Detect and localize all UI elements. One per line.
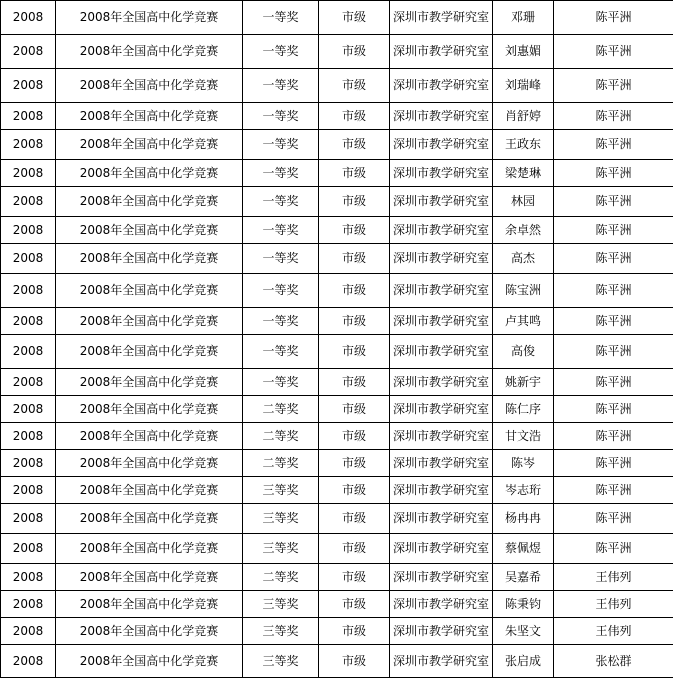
year-cell: 2008 xyxy=(1,369,56,396)
prize-cell: 一等奖 xyxy=(243,244,319,274)
competition-cell: 2008年全国高中化学竞赛 xyxy=(56,244,243,274)
year-cell: 2008 xyxy=(1,504,56,534)
level-cell: 市级 xyxy=(319,618,390,645)
prize-cell: 三等奖 xyxy=(243,591,319,618)
teacher-cell: 王伟列 xyxy=(554,618,673,645)
table-row xyxy=(1,308,673,335)
competition-cell: 2008年全国高中化学竞赛 xyxy=(56,534,243,564)
organizer-cell: 深圳市教学研究室 xyxy=(390,534,493,564)
organizer-cell: 深圳市教学研究室 xyxy=(390,591,493,618)
student-name-cell: 蔡佩煜 xyxy=(493,534,554,564)
table-row xyxy=(1,618,673,645)
student-name-cell: 梁楚琳 xyxy=(493,160,554,187)
year-cell: 2008 xyxy=(1,564,56,591)
prize-cell: 三等奖 xyxy=(243,618,319,645)
year-cell: 2008 xyxy=(1,308,56,335)
student-name-cell: 余卓然 xyxy=(493,217,554,244)
competition-cell: 2008年全国高中化学竞赛 xyxy=(56,187,243,217)
competition-cell: 2008年全国高中化学竞赛 xyxy=(56,423,243,450)
prize-cell: 一等奖 xyxy=(243,335,319,369)
competition-cell: 2008年全国高中化学竞赛 xyxy=(56,1,243,35)
prize-cell: 一等奖 xyxy=(243,274,319,308)
year-cell: 2008 xyxy=(1,534,56,564)
student-name-cell: 高杰 xyxy=(493,244,554,274)
table-row xyxy=(1,534,673,564)
level-cell: 市级 xyxy=(319,564,390,591)
teacher-cell: 陈平洲 xyxy=(554,450,673,477)
teacher-cell: 陈平洲 xyxy=(554,274,673,308)
award-table-body xyxy=(1,1,673,678)
table-row xyxy=(1,450,673,477)
competition-cell: 2008年全国高中化学竞赛 xyxy=(56,618,243,645)
student-name-cell: 王政东 xyxy=(493,130,554,160)
table-row xyxy=(1,103,673,130)
prize-cell: 二等奖 xyxy=(243,396,319,423)
table-row xyxy=(1,1,673,35)
level-cell: 市级 xyxy=(319,335,390,369)
organizer-cell: 深圳市教学研究室 xyxy=(390,369,493,396)
teacher-cell: 王伟列 xyxy=(554,564,673,591)
student-name-cell: 陈宝洲 xyxy=(493,274,554,308)
student-name-cell: 肖舒婷 xyxy=(493,103,554,130)
level-cell: 市级 xyxy=(319,130,390,160)
level-cell: 市级 xyxy=(319,69,390,103)
year-cell: 2008 xyxy=(1,335,56,369)
organizer-cell: 深圳市教学研究室 xyxy=(390,504,493,534)
competition-cell: 2008年全国高中化学竞赛 xyxy=(56,103,243,130)
prize-cell: 三等奖 xyxy=(243,477,319,504)
student-name-cell: 岑志珩 xyxy=(493,477,554,504)
prize-cell: 一等奖 xyxy=(243,160,319,187)
table-row xyxy=(1,130,673,160)
year-cell: 2008 xyxy=(1,477,56,504)
teacher-cell: 陈平洲 xyxy=(554,308,673,335)
level-cell: 市级 xyxy=(319,645,390,678)
organizer-cell: 深圳市教学研究室 xyxy=(390,450,493,477)
prize-cell: 一等奖 xyxy=(243,217,319,244)
teacher-cell: 陈平洲 xyxy=(554,423,673,450)
student-name-cell: 张启成 xyxy=(493,645,554,678)
level-cell: 市级 xyxy=(319,396,390,423)
table-row xyxy=(1,564,673,591)
student-name-cell: 林园 xyxy=(493,187,554,217)
teacher-cell: 陈平洲 xyxy=(554,335,673,369)
table-row xyxy=(1,504,673,534)
organizer-cell: 深圳市教学研究室 xyxy=(390,618,493,645)
competition-cell: 2008年全国高中化学竞赛 xyxy=(56,645,243,678)
competition-cell: 2008年全国高中化学竞赛 xyxy=(56,477,243,504)
year-cell: 2008 xyxy=(1,450,56,477)
organizer-cell: 深圳市教学研究室 xyxy=(390,396,493,423)
level-cell: 市级 xyxy=(319,244,390,274)
student-name-cell: 杨冉冉 xyxy=(493,504,554,534)
organizer-cell: 深圳市教学研究室 xyxy=(390,187,493,217)
table-row xyxy=(1,69,673,103)
teacher-cell: 陈平洲 xyxy=(554,369,673,396)
prize-cell: 二等奖 xyxy=(243,450,319,477)
organizer-cell: 深圳市教学研究室 xyxy=(390,1,493,35)
year-cell: 2008 xyxy=(1,274,56,308)
table-row xyxy=(1,335,673,369)
prize-cell: 一等奖 xyxy=(243,369,319,396)
table-row xyxy=(1,477,673,504)
student-name-cell: 高俊 xyxy=(493,335,554,369)
level-cell: 市级 xyxy=(319,369,390,396)
table-row xyxy=(1,591,673,618)
competition-cell: 2008年全国高中化学竞赛 xyxy=(56,160,243,187)
year-cell: 2008 xyxy=(1,1,56,35)
prize-cell: 一等奖 xyxy=(243,187,319,217)
teacher-cell: 陈平洲 xyxy=(554,103,673,130)
prize-cell: 一等奖 xyxy=(243,35,319,69)
student-name-cell: 卢其鸣 xyxy=(493,308,554,335)
prize-cell: 三等奖 xyxy=(243,645,319,678)
table-row xyxy=(1,645,673,678)
organizer-cell: 深圳市教学研究室 xyxy=(390,103,493,130)
organizer-cell: 深圳市教学研究室 xyxy=(390,130,493,160)
table-row xyxy=(1,396,673,423)
level-cell: 市级 xyxy=(319,103,390,130)
competition-cell: 2008年全国高中化学竞赛 xyxy=(56,591,243,618)
organizer-cell: 深圳市教学研究室 xyxy=(390,477,493,504)
teacher-cell: 陈平洲 xyxy=(554,160,673,187)
year-cell: 2008 xyxy=(1,160,56,187)
level-cell: 市级 xyxy=(319,1,390,35)
student-name-cell: 姚新宇 xyxy=(493,369,554,396)
year-cell: 2008 xyxy=(1,244,56,274)
level-cell: 市级 xyxy=(319,477,390,504)
organizer-cell: 深圳市教学研究室 xyxy=(390,274,493,308)
organizer-cell: 深圳市教学研究室 xyxy=(390,69,493,103)
level-cell: 市级 xyxy=(319,160,390,187)
year-cell: 2008 xyxy=(1,35,56,69)
competition-cell: 2008年全国高中化学竞赛 xyxy=(56,396,243,423)
organizer-cell: 深圳市教学研究室 xyxy=(390,35,493,69)
table-row xyxy=(1,160,673,187)
year-cell: 2008 xyxy=(1,645,56,678)
organizer-cell: 深圳市教学研究室 xyxy=(390,564,493,591)
year-cell: 2008 xyxy=(1,217,56,244)
level-cell: 市级 xyxy=(319,450,390,477)
competition-cell: 2008年全国高中化学竞赛 xyxy=(56,130,243,160)
level-cell: 市级 xyxy=(319,504,390,534)
organizer-cell: 深圳市教学研究室 xyxy=(390,308,493,335)
teacher-cell: 陈平洲 xyxy=(554,534,673,564)
student-name-cell: 吴嘉希 xyxy=(493,564,554,591)
teacher-cell: 陈平洲 xyxy=(554,35,673,69)
student-name-cell: 陈岑 xyxy=(493,450,554,477)
teacher-cell: 陈平洲 xyxy=(554,477,673,504)
year-cell: 2008 xyxy=(1,618,56,645)
year-cell: 2008 xyxy=(1,69,56,103)
prize-cell: 一等奖 xyxy=(243,1,319,35)
level-cell: 市级 xyxy=(319,35,390,69)
prize-cell: 三等奖 xyxy=(243,504,319,534)
table-row xyxy=(1,369,673,396)
teacher-cell: 陈平洲 xyxy=(554,130,673,160)
table-row xyxy=(1,187,673,217)
year-cell: 2008 xyxy=(1,130,56,160)
student-name-cell: 刘惠媚 xyxy=(493,35,554,69)
teacher-cell: 张松群 xyxy=(554,645,673,678)
teacher-cell: 陈平洲 xyxy=(554,1,673,35)
competition-cell: 2008年全国高中化学竞赛 xyxy=(56,217,243,244)
teacher-cell: 王伟列 xyxy=(554,591,673,618)
level-cell: 市级 xyxy=(319,308,390,335)
prize-cell: 一等奖 xyxy=(243,69,319,103)
table-row xyxy=(1,274,673,308)
competition-cell: 2008年全国高中化学竞赛 xyxy=(56,450,243,477)
organizer-cell: 深圳市教学研究室 xyxy=(390,335,493,369)
student-name-cell: 陈仁序 xyxy=(493,396,554,423)
prize-cell: 二等奖 xyxy=(243,423,319,450)
student-name-cell: 朱坚文 xyxy=(493,618,554,645)
prize-cell: 一等奖 xyxy=(243,103,319,130)
student-name-cell: 刘瑞峰 xyxy=(493,69,554,103)
organizer-cell: 深圳市教学研究室 xyxy=(390,423,493,450)
competition-cell: 2008年全国高中化学竞赛 xyxy=(56,308,243,335)
organizer-cell: 深圳市教学研究室 xyxy=(390,160,493,187)
table-row xyxy=(1,244,673,274)
competition-cell: 2008年全国高中化学竞赛 xyxy=(56,564,243,591)
level-cell: 市级 xyxy=(319,274,390,308)
table-row xyxy=(1,35,673,69)
student-name-cell: 甘文浩 xyxy=(493,423,554,450)
table-row xyxy=(1,217,673,244)
organizer-cell: 深圳市教学研究室 xyxy=(390,244,493,274)
competition-cell: 2008年全国高中化学竞赛 xyxy=(56,274,243,308)
student-name-cell: 陈秉钧 xyxy=(493,591,554,618)
competition-cell: 2008年全国高中化学竞赛 xyxy=(56,369,243,396)
organizer-cell: 深圳市教学研究室 xyxy=(390,217,493,244)
teacher-cell: 陈平洲 xyxy=(554,187,673,217)
level-cell: 市级 xyxy=(319,534,390,564)
competition-cell: 2008年全国高中化学竞赛 xyxy=(56,35,243,69)
level-cell: 市级 xyxy=(319,591,390,618)
table-row xyxy=(1,423,673,450)
teacher-cell: 陈平洲 xyxy=(554,396,673,423)
year-cell: 2008 xyxy=(1,187,56,217)
level-cell: 市级 xyxy=(319,187,390,217)
competition-cell: 2008年全国高中化学竞赛 xyxy=(56,69,243,103)
student-name-cell: 邓珊 xyxy=(493,1,554,35)
year-cell: 2008 xyxy=(1,423,56,450)
level-cell: 市级 xyxy=(319,423,390,450)
prize-cell: 一等奖 xyxy=(243,308,319,335)
competition-cell: 2008年全国高中化学竞赛 xyxy=(56,335,243,369)
prize-cell: 三等奖 xyxy=(243,534,319,564)
teacher-cell: 陈平洲 xyxy=(554,504,673,534)
competition-cell: 2008年全国高中化学竞赛 xyxy=(56,504,243,534)
level-cell: 市级 xyxy=(319,217,390,244)
year-cell: 2008 xyxy=(1,591,56,618)
year-cell: 2008 xyxy=(1,396,56,423)
prize-cell: 二等奖 xyxy=(243,564,319,591)
teacher-cell: 陈平洲 xyxy=(554,244,673,274)
organizer-cell: 深圳市教学研究室 xyxy=(390,645,493,678)
year-cell: 2008 xyxy=(1,103,56,130)
prize-cell: 一等奖 xyxy=(243,130,319,160)
teacher-cell: 陈平洲 xyxy=(554,69,673,103)
teacher-cell: 陈平洲 xyxy=(554,217,673,244)
